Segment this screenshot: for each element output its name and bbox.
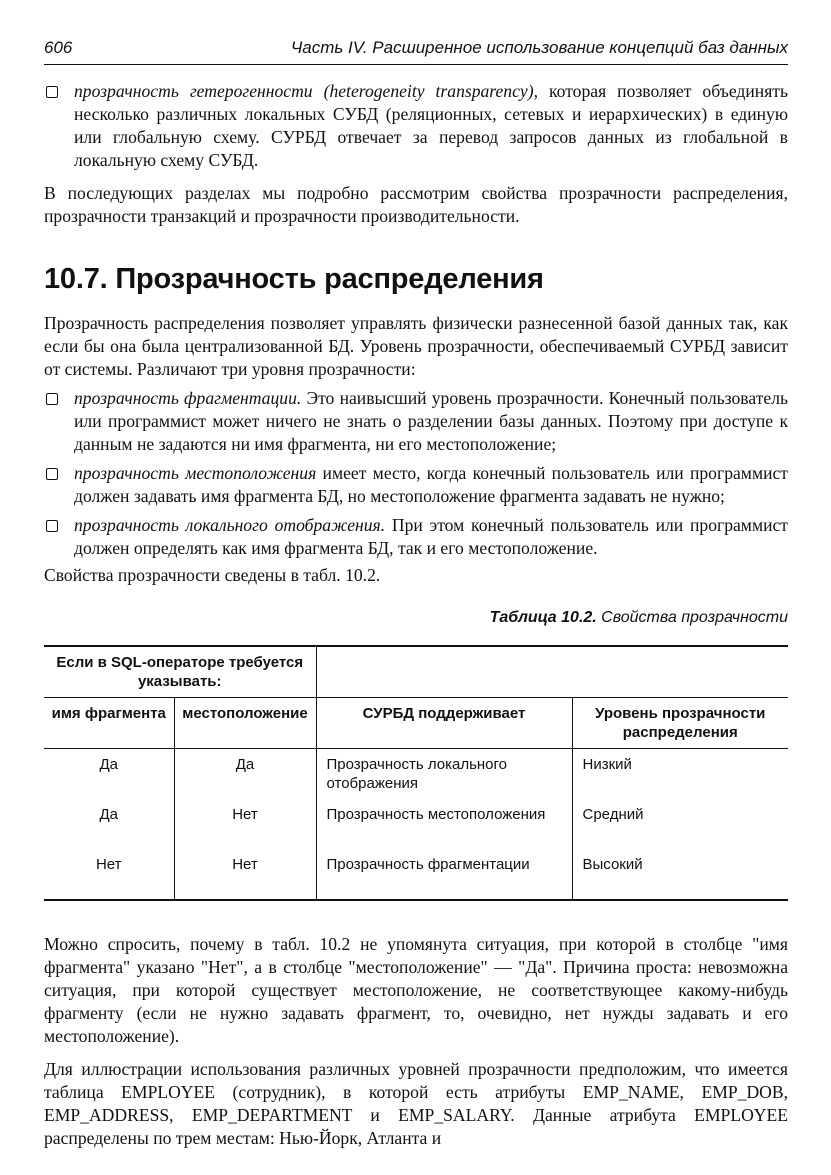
- bullet-term: прозрачность гетерогенности (heterogeneity transparency): [74, 81, 534, 101]
- section-title: 10.7. Прозрачность распределения: [44, 263, 544, 295]
- column-header: местоположение: [174, 698, 316, 749]
- list-item: [44, 462, 788, 508]
- table-cell: Да: [174, 749, 316, 800]
- bullet-term: прозрачность локального отображения.: [74, 515, 386, 535]
- table-cell: Нет: [95, 856, 122, 873]
- table-cell: Да: [99, 806, 118, 823]
- table-cell: Прозрачность фрагментации: [316, 849, 572, 900]
- running-title: Часть IV. Расширенное использование концепций баз данных: [290, 38, 788, 57]
- table-caption-title: Свойства прозрачности: [596, 609, 788, 626]
- bullet-term: прозрачность местоположения: [74, 463, 317, 483]
- bullet-text: [74, 80, 788, 172]
- paragraph: Для иллюстрации использования различных уровней прозрачности предположим, что имеется таблица EMPLOYEE (сотрудник), в которой есть атрибуты EMP_NAME, EMP_DOB, EMP_ADDRESS, EMP_DEPARTMENT и EMP_SALARY. Данные атрибута EMPLOYEE распределены по трем местам: Нью-Йорк, Атланта и: [44, 1059, 788, 1148]
- table-cell: Прозрачность местоположения: [316, 799, 572, 849]
- list-item: [44, 80, 788, 172]
- page-content: [44, 80, 788, 1150]
- paragraph: Можно спросить, почему в табл. 10.2 не упомянута ситуация, при которой в столбце "имя фрагмента" указано "Нет", а в столбце "местоположение" — "Да". Причина проста: невозможна ситуация, при которой существует местоположение, не соответствующее какому-нибудь фрагменту (если не нужно задавать фрагмент, то, очевидно, нет нужды задавать и его местоположение).: [44, 934, 788, 1046]
- table-cell: Низкий: [572, 749, 788, 800]
- list-item: [44, 387, 788, 456]
- transparency-table: [44, 645, 788, 901]
- checkbox-bullet-icon: [46, 520, 58, 532]
- group-header: Если в SQL-операторе требуется указывать:: [44, 646, 316, 698]
- table-row: [44, 849, 788, 900]
- bullet-body: , которая позволяет объединять несколько различных локальных СУБД (реляционных, сетевых и иерархических) в единую или глобальную схему. СУРБД отвечает за перевод запросов данных из глобальной в локальную схему СУБД.: [74, 81, 788, 170]
- page-number: 606: [44, 38, 73, 57]
- checkbox-bullet-icon: [46, 393, 58, 405]
- table-cell: Да: [99, 756, 118, 773]
- list-item: [44, 514, 788, 560]
- table-cell: Прозрачность локального отображения: [316, 749, 572, 800]
- table-caption-label: Таблица 10.2.: [489, 609, 597, 626]
- column-header: СУРБД поддерживает: [316, 698, 572, 749]
- table-caption: [44, 609, 788, 627]
- bullet-body: имеет место, когда конечный пользователь или программист должен задавать имя фрагмента БД, но местоположение фрагмента задавать не нужно;: [74, 463, 788, 506]
- table-cell: Высокий: [572, 849, 788, 900]
- column-header: Уровень прозрачности распределения: [572, 698, 788, 749]
- bullet-body: При этом конечный пользователь или программист должен определять как имя фрагмента БД, так и его местоположение.: [74, 515, 788, 558]
- paragraph: Прозрачность распределения позволяет управлять физически разнесенной базой данных так, как если бы она была централизованной БД. Уровень прозрачности, обеспечиваемый СУРБД зависит от системы. Различают три уровня прозрачности:: [44, 313, 788, 379]
- table-row: [44, 749, 788, 800]
- paragraph: В последующих разделах мы подробно рассмотрим свойства прозрачности распределения, прозрачности транзакций и прозрачности производительности.: [44, 183, 788, 226]
- paragraph: Свойства прозрачности сведены в табл. 10.2.: [44, 565, 381, 585]
- table-row: [44, 799, 788, 849]
- page-header: [44, 34, 788, 65]
- table-cell: Нет: [174, 849, 316, 900]
- table-cell: Нет: [174, 799, 316, 849]
- column-header: имя фрагмента: [44, 698, 174, 749]
- bullet-term: прозрачность фрагментации.: [74, 388, 302, 408]
- checkbox-bullet-icon: [46, 468, 58, 480]
- bullet-body: Это наивысший уровень прозрачности. Конечный пользователь или программист может ничего не знать о разделении базы данных. Поэтому при доступе к данным не задаются ни имя фрагмента, ни его местоположение;: [74, 388, 788, 454]
- checkbox-bullet-icon: [46, 86, 58, 98]
- table-cell: Средний: [572, 799, 788, 849]
